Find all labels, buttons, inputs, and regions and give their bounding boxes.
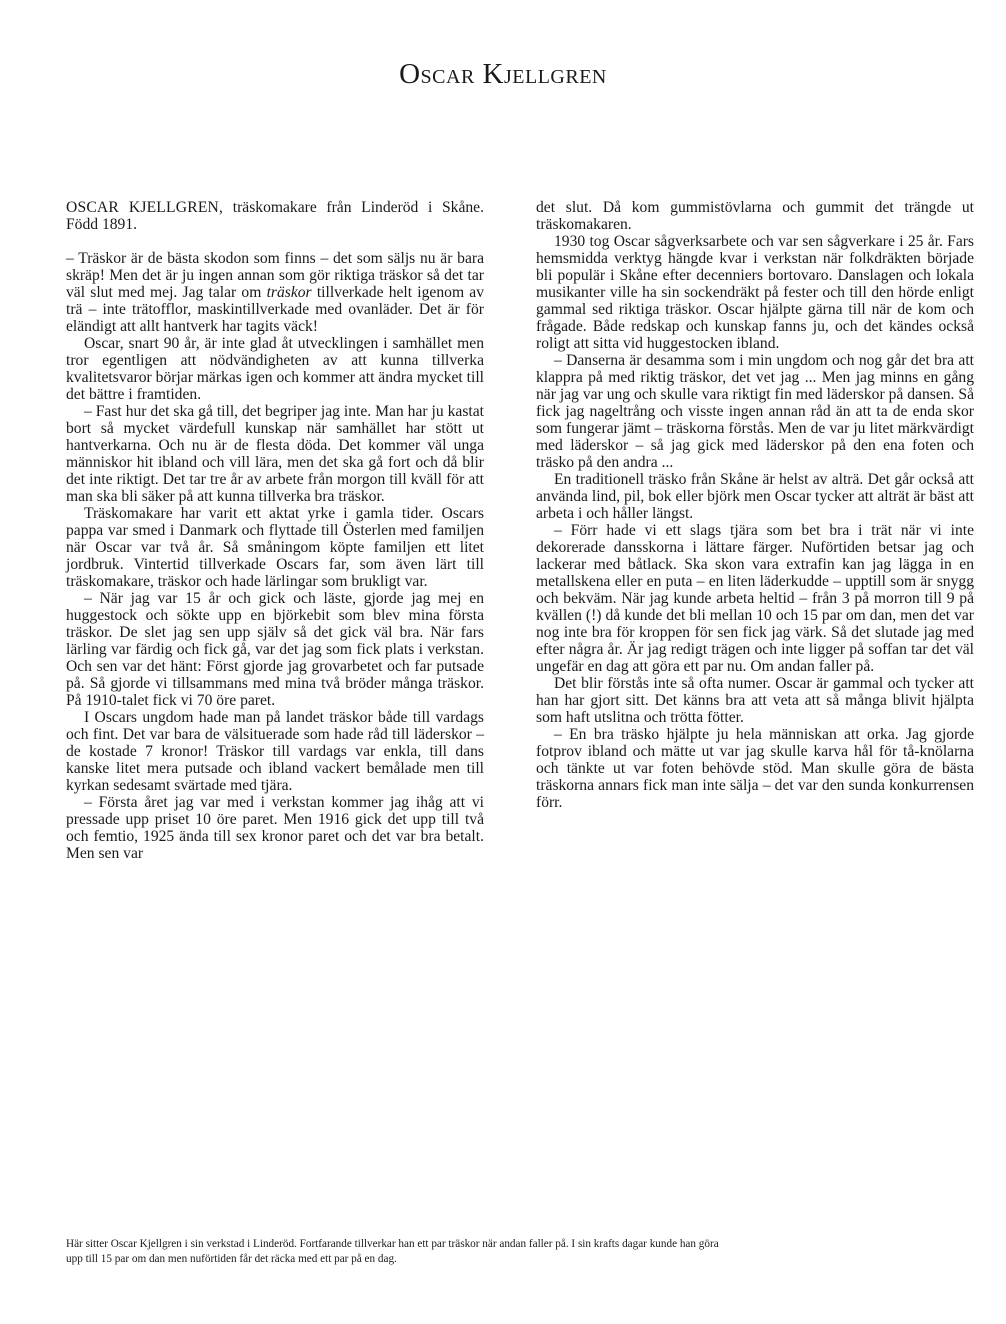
intro-name: OSCAR KJELLGREN, (66, 199, 224, 216)
left-paragraph-1 (66, 250, 484, 335)
left-paragraph-7: – Första året jag var med i verkstan kommer jag ihåg att vi pressade upp priset 10 öre paret. Men 1916 gick det upp till två och femtio, 1925 ända till sex kronor paret och det var bra betalt. Men sen var (66, 794, 484, 862)
right-paragraph-6: Det blir förstås inte så ofta numer. Oscar är gammal och tycker att han har gjort sitt. Det känns bra att veta att så många blivit hjälpta som haft utslitna och trötta fötter. (536, 675, 974, 726)
right-column (536, 199, 974, 811)
right-paragraph-3: – Danserna är desamma som i min ungdom och nog går det bra att klappra på med riktig träskor, det vet jag ... Men jag minns en gång när jag var ung och skulle vara riktigt fin med läderskor på dansen. Så fick jag nageltrång och visste ingen annan råd än att ta de enda skor som fungerar jämt – träskorna förstås. Men de var ju litet märkvärdigt med läderskor – så jag gick med läderskor på den ena foten och träsko på den andra ... (536, 352, 974, 471)
left-column (66, 199, 484, 862)
left-paragraph-3: – Fast hur det ska gå till, det begriper jag inte. Man har ju kastat bort så mycket värdefull kunskap när samhället har stött ut hantverkarna. Och nu är de flesta döda. Det kommer väl unga människor hit ibland och vill lära, men det ska gå fort och då blir det inte riktigt. Det tar tre år av arbete från morgon till kväll för att man ska bli säker på att kunna tillverka bra träskor. (66, 403, 484, 505)
right-paragraph-7: – En bra träsko hjälpte ju hela människan att orka. Jag gjorde fotprov ibland och mätte ut var jag skulle karva hål för tå-knölarna och tänkte ut var foten behövde stöd. Man skulle göra de bästa träskorna annars fick man inte sälja – det var den sunda konkurrensen förr. (536, 726, 974, 811)
intro-text: träskomakare från Linderöd i Skåne. Född 1891. (66, 199, 484, 233)
right-paragraph-5: – Förr hade vi ett slags tjära som bet bra i trät när vi inte dekorerade dansskorna i lättare färger. Nuförtiden betsar jag och lackerar med båtlack. Ska skon vara extrafin kan jag lägga in en metallskena eller en puta – en liten läderkudde – upptill som är snygg och bekväm. När jag kunde arbeta heltid – från 3 på morron till 9 på kvällen (!) då kunde det bli mellan 10 och 15 par om dan, men det var nog inte bra för kroppen för sen fick jag värk. Så det slutade jag med efter några år. Är jag redigt trägen och inte ligger på soffan tar det väl ungefär en dag att göra ett par nu. Om andan faller på. (536, 522, 974, 675)
emphasis-traskor: träskor (266, 284, 312, 301)
right-paragraph-1: det slut. Då kom gummistövlarna och gummit det trängde ut träskomakaren. (536, 199, 974, 233)
left-paragraph-6: I Oscars ungdom hade man på landet träskor både till vardags och fint. Det var bara de välsituerade som hade råd till läderskor – de kostade 7 kronor! Träskor till vardags var enkla, till dans kanske litet mera putsade och ibland vackert bemålade men till kyrkan sedesamt svärtade med tjära. (66, 709, 484, 794)
left-paragraph-1-text-a: – Träskor är de bästa skodon som finns – det som säljs nu är bara skräp! Men det är ju ingen annan som gör riktiga träskor så det tar väl slut med mej. Jag talar om (66, 250, 484, 301)
page-title: Oscar Kjellgren (399, 58, 607, 90)
left-paragraph-1-text-b: tillverkade helt igenom av trä – inte trätofflor, maskintillverkade med ovanläder. Det är för eländigt att allt hantverk har tagits väck! (66, 284, 484, 335)
caption-line-1: Här sitter Oscar Kjellgren i sin verkstad i Linderöd. Fortfarande tillverkar han ett par träskor när andan faller på. I sin krafts dagar kunde han göra (66, 1238, 719, 1250)
caption-line-2: upp till 15 par om dan men nuförtiden får det räcka med ett par på en dag. (66, 1253, 397, 1265)
photo-caption (66, 1237, 966, 1267)
left-paragraph-4: Träskomakare har varit ett aktat yrke i gamla tider. Oscars pappa var smed i Danmark och flyttade till Österlen med familjen när Oscar var två år. Så småningom köpte familjen ett litet jordbruk. Vintertid tillverkade Oscars far, som även lärt till träskomakare, träskor och hade lärlingar som brukligt var. (66, 505, 484, 590)
left-paragraph-2: Oscar, snart 90 år, är inte glad åt utvecklingen i samhället men tror egentligen att nödvändigheten av att kunna tillverka kvalitetsvaror börjar märkas igen och kommer att ändra mycket till det bättre i framtiden. (66, 335, 484, 403)
right-paragraph-2: 1930 tog Oscar sågverksarbete och var sen sågverkare i 25 år. Fars hemsmidda verktyg hängde kvar i verkstan när folkdräkten började bli populär i Skåne efter decenniers bortovaro. Danslagen och lokala musikanter ville ha sin sockendräkt på fester och till den hörde enligt gammal sed riktiga träskor. Oscar hjälpte gärna till när de kom och frågade. Både redskap och kunskap fanns ju, och det kändes också roligt att sitta vid huggestocken ibland. (536, 233, 974, 352)
left-paragraph-5: – När jag var 15 år och gick och läste, gjorde jag mej en huggestock och sökte upp en björkebit som blev mina första träskor. De slet jag sen upp själv så det gick väl bra. När fars lärling var färdig och fick gå, var det jag som fick plats i verkstan. Och sen var det hänt: Först gjorde jag grovarbetet och far putsade på. Så gjorde vi tillsammans med mina två bröder många träskor. På 1910-talet fick vi 70 öre paret. (66, 590, 484, 709)
right-paragraph-4: En traditionell träsko från Skåne är helst av alträ. Det går också att använda lind, pil, bok eller björk men Oscar tycker att alträt är bäst att arbeta i och håller längst. (536, 471, 974, 522)
intro-paragraph (66, 199, 484, 233)
